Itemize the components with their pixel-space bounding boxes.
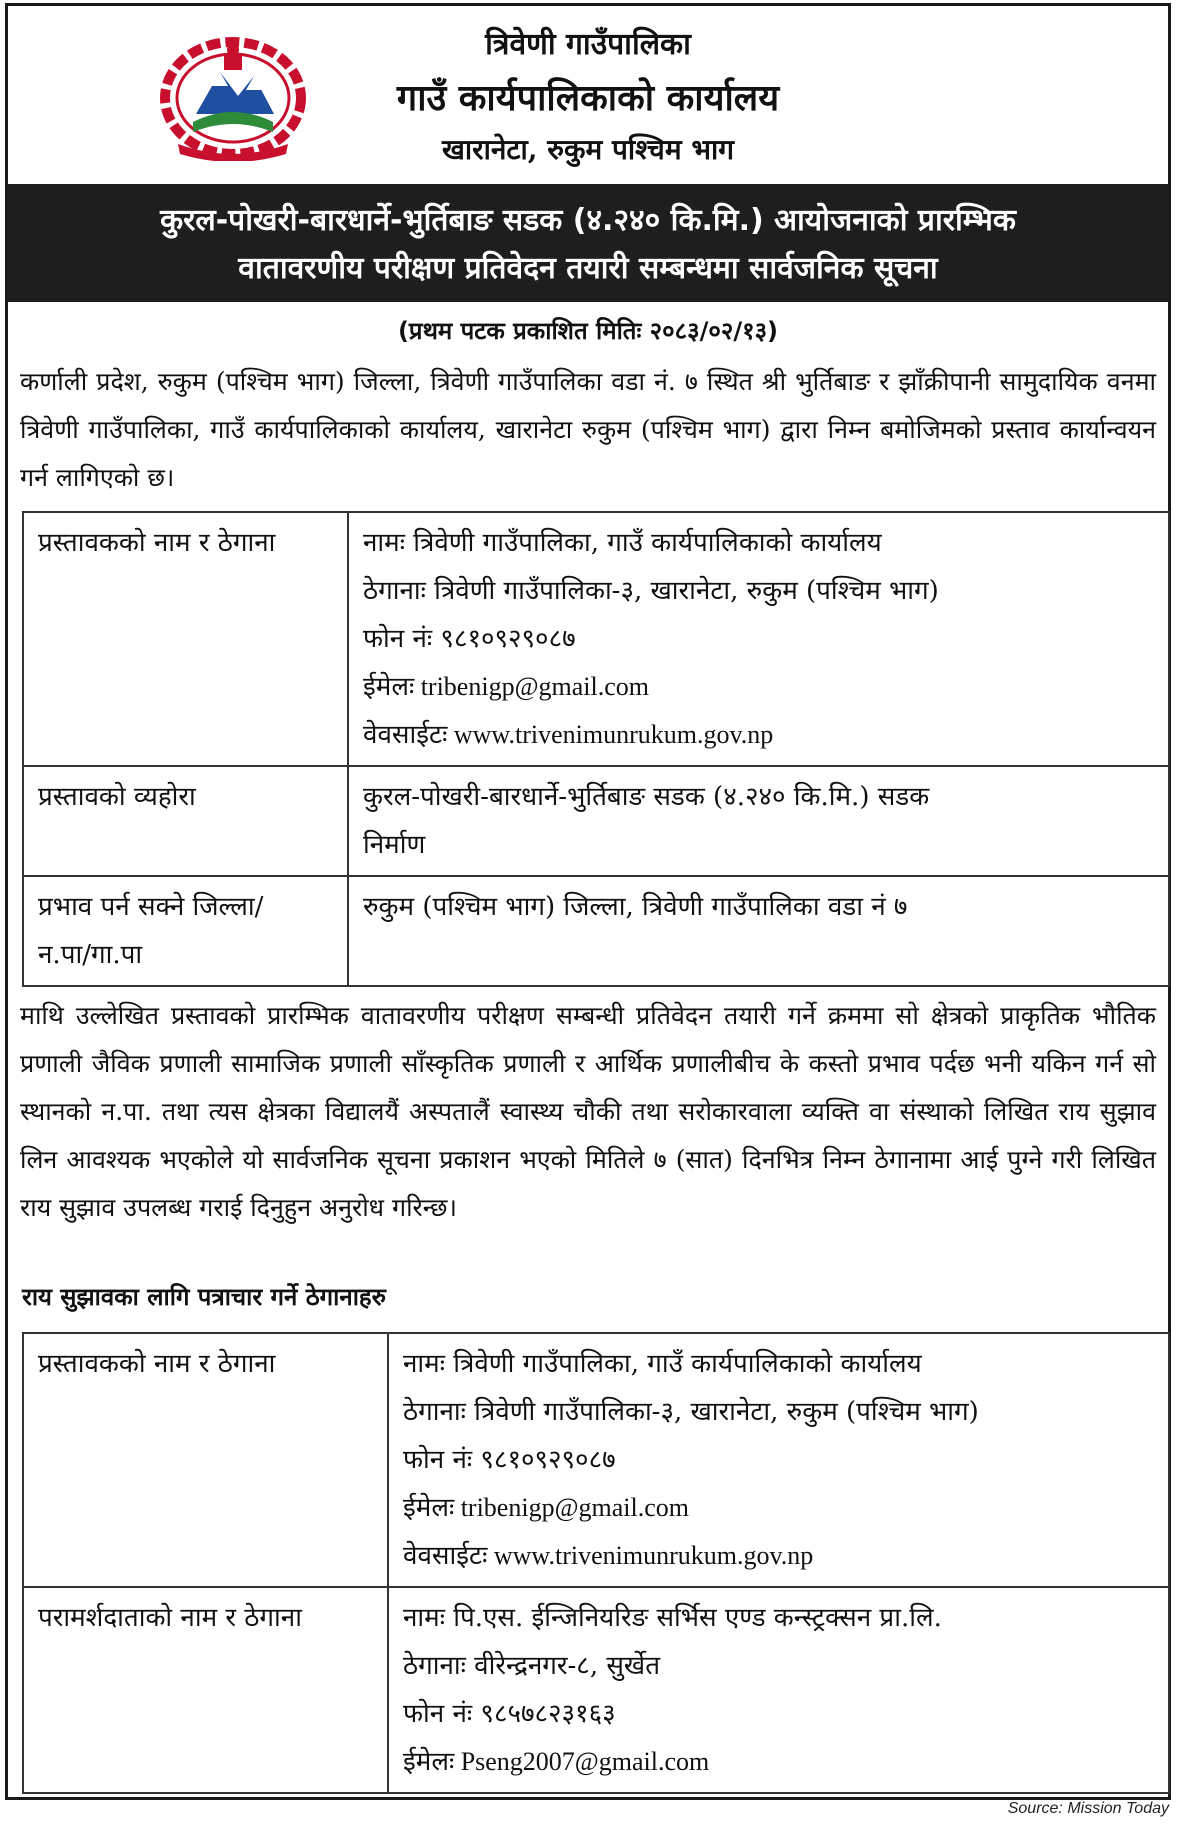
consultant-name: नामः पि.एस. ईन्जिनियरिङ सर्भिस एण्ड कन्स्ट्रक्सन प्रा.लि. <box>403 1603 942 1633</box>
banner-line-2: वातावरणीय परीक्षण प्रतिवेदन तयारी सम्बन्धमा सार्वजनिक सूचना <box>238 251 938 286</box>
notice-header <box>8 6 1168 184</box>
body-paragraph: माथि उल्लेखित प्रस्तावको प्रारम्भिक वातावरणीय परीक्षण सम्बन्धी प्रतिवेदन तयारी गर्ने क्रममा सो क्षेत्रको प्राकृतिक भौतिक प्रणाली जैविक प्रणाली सामाजिक प्रणाली साँस्कृतिक प्रणाली र आर्थिक प्रणालीबीच के कस्तो प्रभाव पर्दछ भनी यकिन गर्न सो स्थानको न.पा. तथा त्यस क्षेत्रका विद्यालयैं अस्पतालैं स्वास्थ्य चौकी तथा सरोकारवाला व्यक्ति वा संस्थाको लिखित राय सुझाव लिन आवश्यक भएकोले यो सार्वजनिक सूचना प्रकाशन भएको मितिले ७ (सात) दिनभित्र निम्न ठेगानामा आई पुग्ने गरी लिखित राय सुझाव उपलब्ध गराई दिनुहुन अनुरोध गरिन्छ। <box>20 1001 1156 1222</box>
table-row <box>23 1333 1169 1587</box>
office-name: गाउँ कार्यपालिकाको कार्यालय <box>396 77 780 119</box>
table-row <box>23 766 1169 876</box>
proposer-phone: फोन नंः ९८१०९२९०८७ <box>403 1445 616 1475</box>
proposer-email: ईमेलः tribenigp@gmail.com <box>403 1493 689 1522</box>
publish-date: (प्रथम पटक प्रकाशित मितिः २०८३/०२/१३) <box>397 317 779 345</box>
proposer-address: ठेगानाः त्रिवेणी गाउँपालिका-३, खारानेटा, रुकुम (पश्चिम भाग) <box>403 1397 979 1427</box>
section-title: राय सुझावका लागि पत्राचार गर्ने ठेगानाहरु <box>22 1283 387 1311</box>
office-address: खारानेटा, रुकुम पश्चिम भाग <box>441 133 735 166</box>
consultant-email: ईमेलः Pseng2007@gmail.com <box>403 1747 710 1776</box>
proposer-address: ठेगानाः त्रिवेणी गाउँपालिका-३, खारानेटा, रुकुम (पश्चिम भाग) <box>363 576 939 606</box>
source-note: Source: Mission Today <box>1007 1800 1169 1817</box>
municipality-name: त्रिवेणी गाउँपालिका <box>485 27 691 62</box>
row-key: प्रस्तावकको नाम र ठेगाना <box>23 1333 388 1587</box>
row-value <box>348 766 1169 876</box>
consultant-address: ठेगानाः वीरेन्द्रनगर-८, सुर्खेत <box>403 1651 661 1681</box>
notice-title-banner <box>8 184 1168 302</box>
row-key: प्रस्तावको व्यहोरा <box>23 766 348 876</box>
table-row <box>23 512 1169 766</box>
table-row <box>23 1587 1169 1793</box>
contact-table <box>22 1332 1170 1794</box>
row-key: प्रभाव पर्न सक्ने जिल्ला/ न.पा/गा.पा <box>23 876 348 986</box>
proposal-description-line: निर्माण <box>363 830 426 860</box>
proposal-description-line: कुरल-पोखरी-बारधार्ने-भुर्तिबाङ सडक (४.२४० कि.मि.) सडक <box>363 782 930 812</box>
proposer-website: वेवसाईटः www.trivenimunrukum.gov.np <box>403 1541 814 1570</box>
proposer-phone: फोन नंः ९८१०९२९०८७ <box>363 624 576 654</box>
row-value <box>388 1587 1169 1793</box>
proposer-website: वेवसाईटः www.trivenimunrukum.gov.np <box>363 720 774 749</box>
affected-area: रुकुम (पश्चिम भाग) जिल्ला, त्रिवेणी गाउँपालिका वडा नं ७ <box>363 892 908 922</box>
proposal-table <box>22 511 1170 987</box>
row-key: प्रस्तावकको नाम र ठेगाना <box>23 512 348 766</box>
banner-line-1: कुरल-पोखरी-बारधार्ने-भुर्तिबाङ सडक (४.२४० कि.मि.) आयोजनाको प्रारम्भिक <box>160 203 1016 238</box>
notice-frame <box>5 3 1171 1800</box>
proposer-name: नामः त्रिवेणी गाउँपालिका, गाउँ कार्यपालिकाको कार्यालय <box>403 1349 922 1379</box>
consultant-phone: फोन नंः ९८५७८२३१६३ <box>403 1699 616 1729</box>
table-row <box>23 876 1169 986</box>
proposer-email: ईमेलः tribenigp@gmail.com <box>363 672 649 701</box>
row-value <box>348 512 1169 766</box>
row-value <box>348 876 1169 986</box>
row-key: परामर्शदाताको नाम र ठेगाना <box>23 1587 388 1793</box>
proposer-name: नामः त्रिवेणी गाउँपालिका, गाउँ कार्यपालिकाको कार्यालय <box>363 528 882 558</box>
row-value <box>388 1333 1169 1587</box>
intro-paragraph: कर्णाली प्रदेश, रुकुम (पश्चिम भाग) जिल्ला, त्रिवेणी गाउँपालिका वडा नं. ७ स्थित श्री भुर्तिबाङ र झाँक्रीपानी सामुदायिक वनमा त्रिवेणी गाउँपालिका, गाउँ कार्यपालिकाको कार्यालय, खारानेटा रुकुम (पश्चिम भाग) द्वारा निम्न बमोजिमको प्रस्ताव कार्यान्वयन गर्न लागिएको छ। <box>20 367 1156 492</box>
